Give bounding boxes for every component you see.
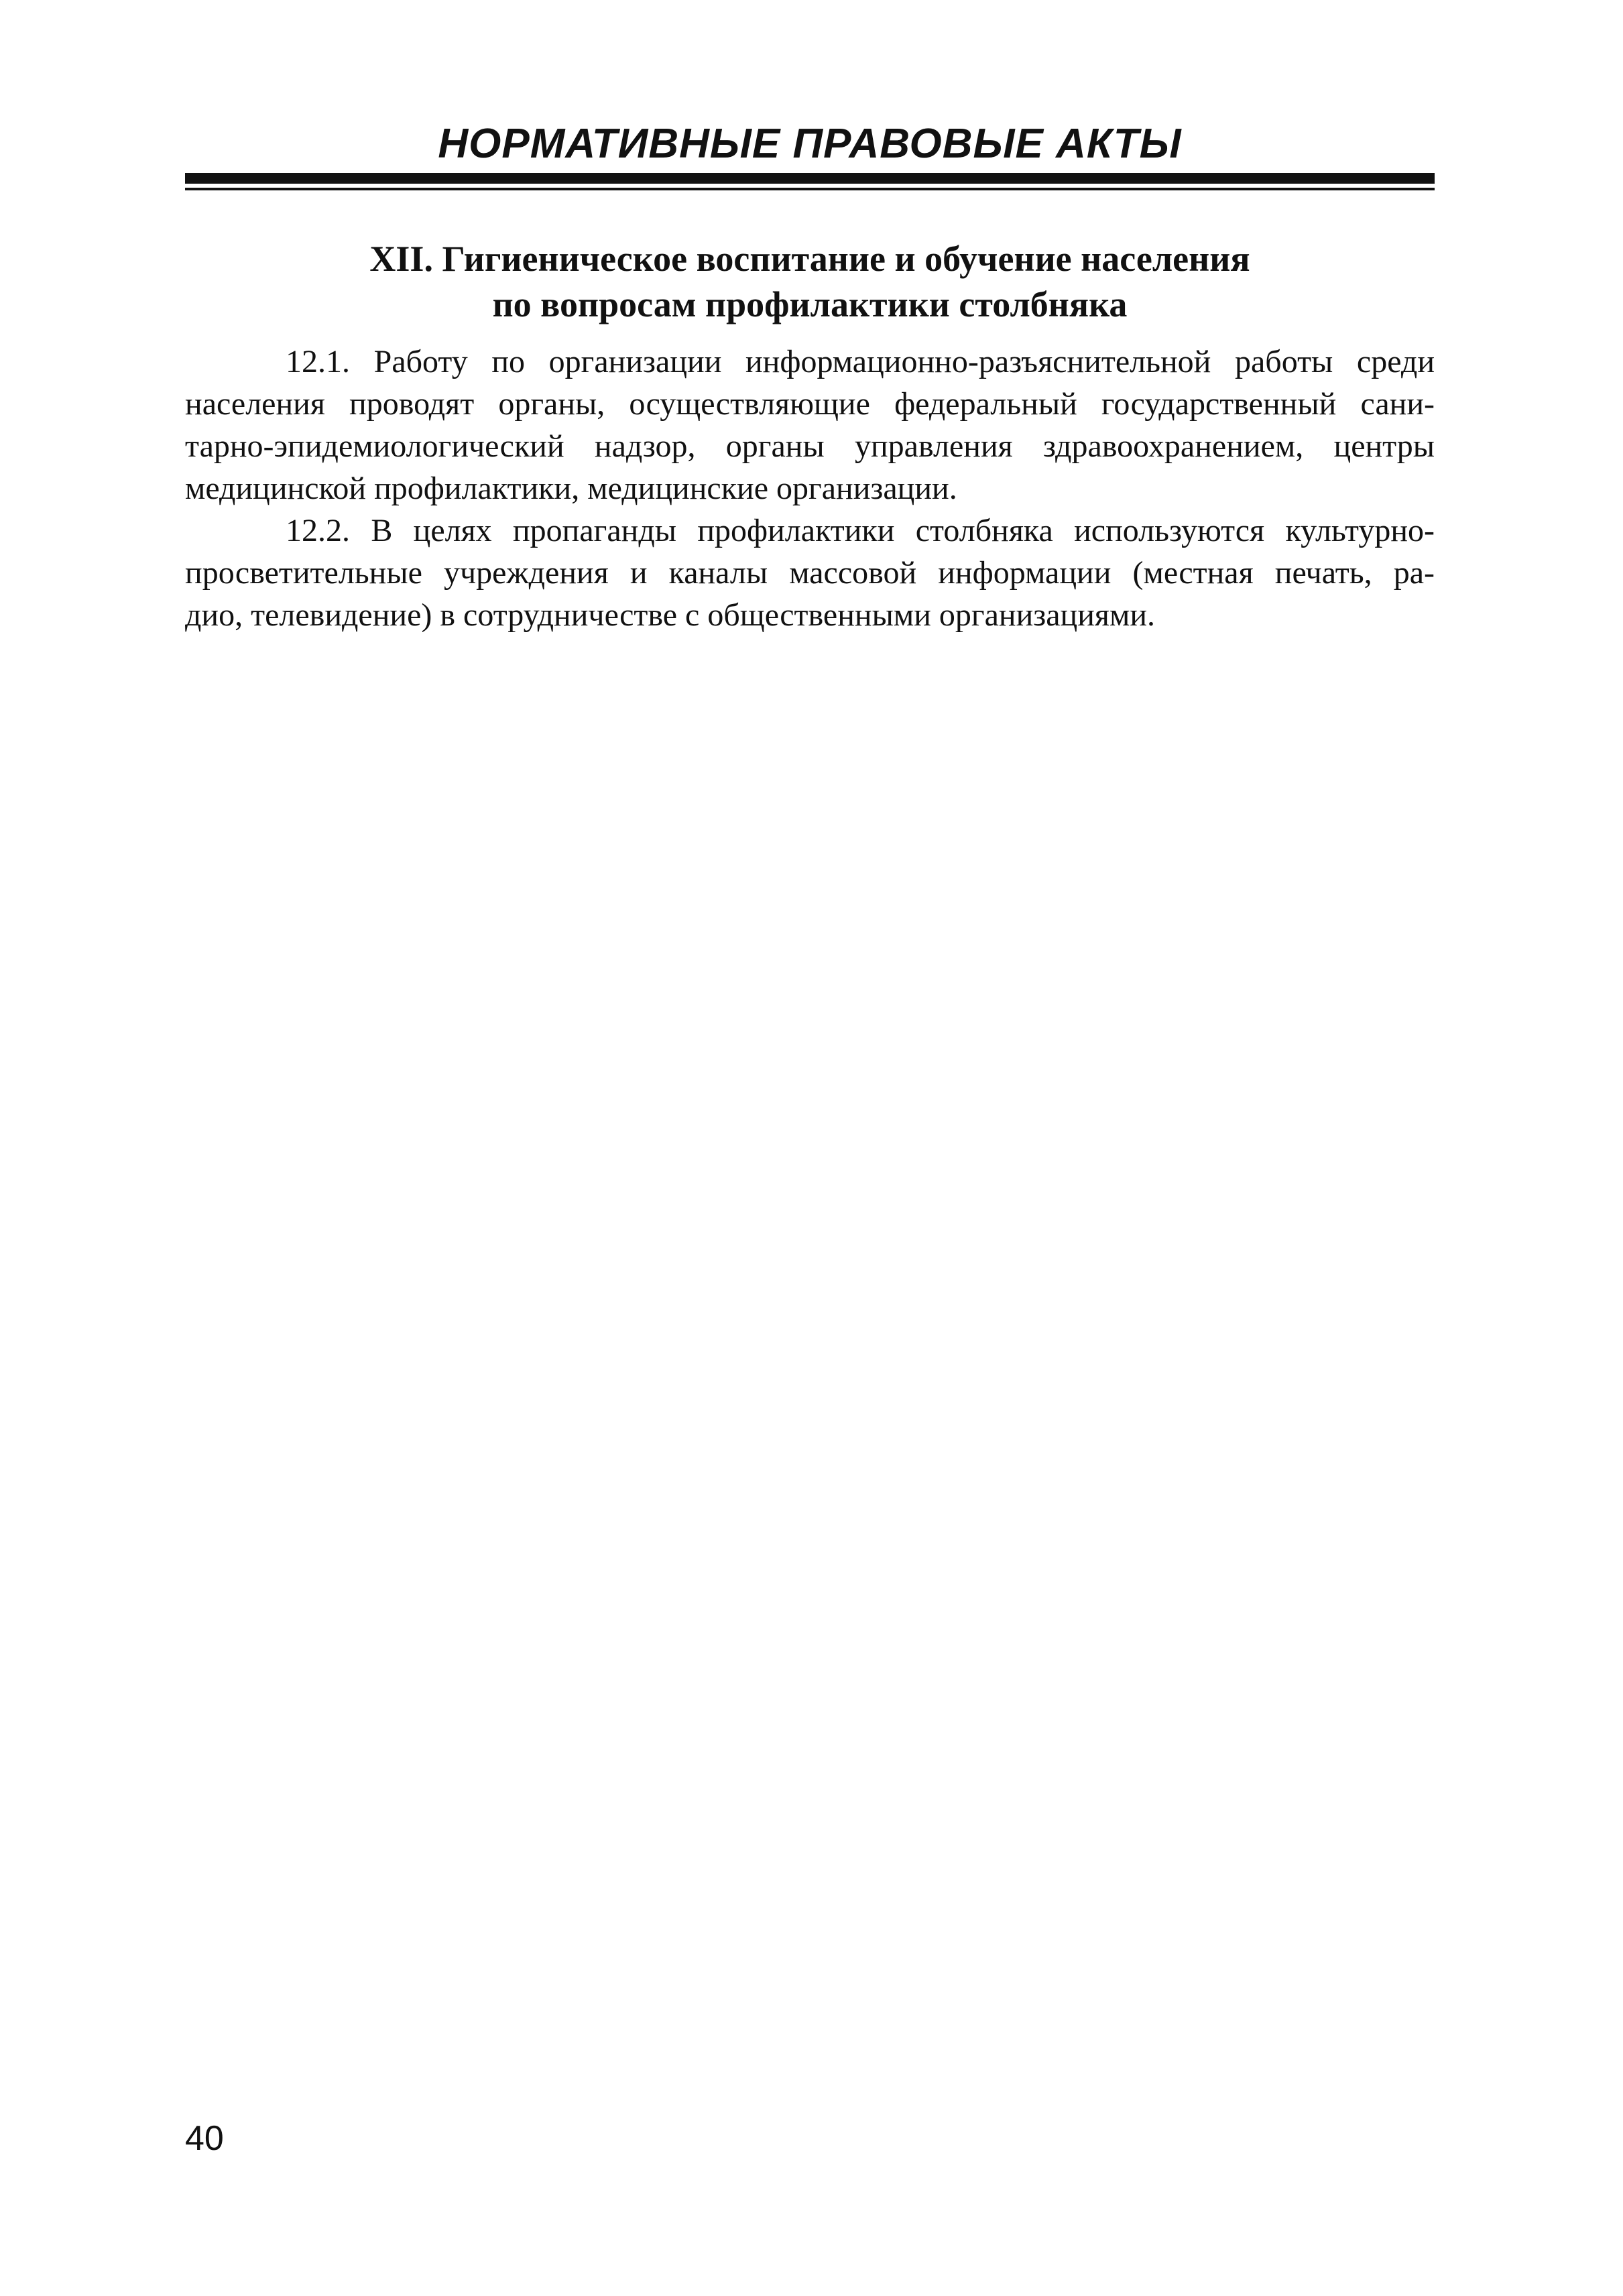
paragraph-line: 12.2. В целях пропаганды профилактики столбняка используются культурно-	[286, 513, 1435, 548]
section-title-line-1: XII. Гигиеническое воспитание и обучение населения	[369, 239, 1250, 279]
paragraph-line: тарно-эпидемиологический надзор, органы управления здравоохранением, центры	[185, 428, 1435, 464]
header-rule-thin	[185, 188, 1435, 190]
running-header: НОРМАТИВНЫЕ ПРАВОВЫЕ АКТЫ	[438, 121, 1182, 167]
paragraph-line: населения проводят органы, осуществляющие федеральный государственный сани-	[185, 386, 1435, 422]
section-title-line-2: по вопросам профилактики столбняка	[492, 284, 1128, 324]
paragraph-line: дио, телевидение) в сотрудничестве с общественными организациями.	[185, 597, 1156, 633]
paragraph-12-1	[185, 341, 1435, 509]
paragraph-12-2	[185, 509, 1435, 636]
header-rule-thick	[185, 173, 1435, 184]
paragraph-line: просветительные учреждения и каналы массовой информации (местная печать, ра-	[185, 555, 1435, 591]
paragraph-line: 12.1. Работу по организации информационно-разъяснительной работы среди	[286, 344, 1435, 379]
section-title	[185, 236, 1435, 327]
paragraph-line: медицинской профилактики, медицинские организации.	[185, 471, 957, 506]
page-number: 40	[185, 2119, 224, 2158]
body-text	[185, 341, 1435, 636]
